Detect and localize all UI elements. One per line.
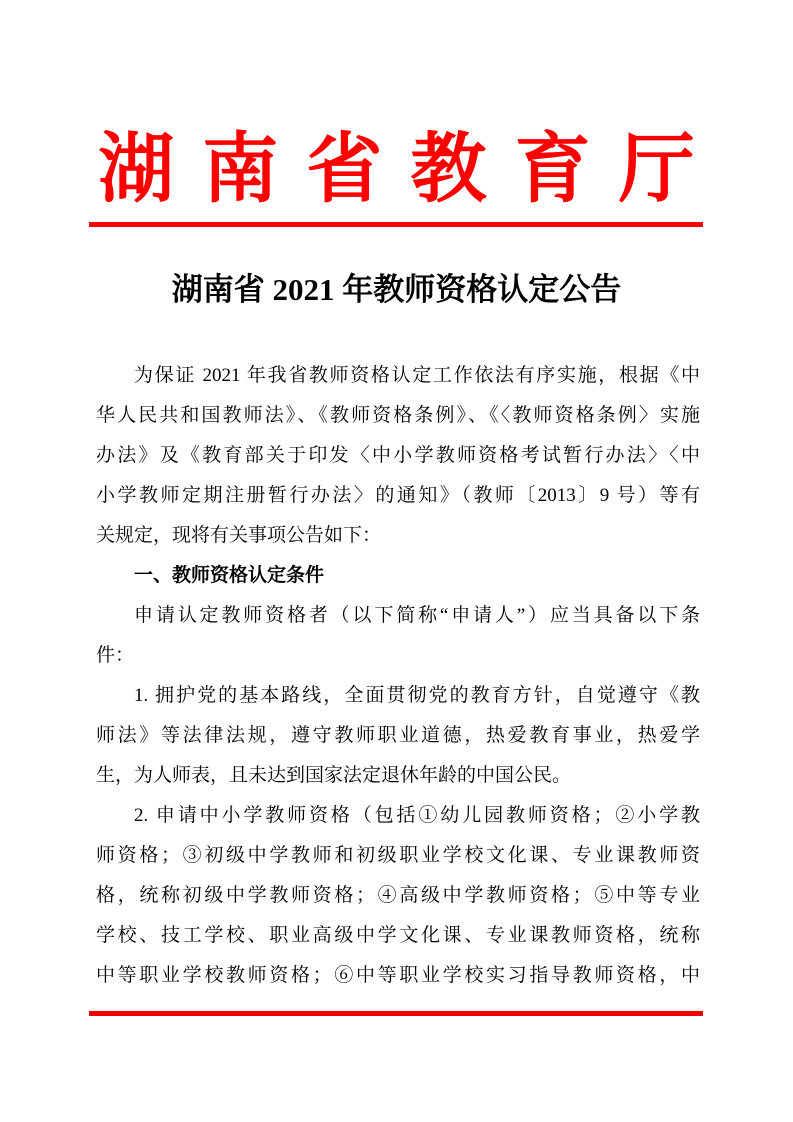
para1-line1: 为保证 2021 年我省教师资格认定工作依法有序实施，根据《中 xyxy=(134,365,700,386)
para4-line4: 学校、技工学校、职业高级中学文化课、专业课教师资格，统称 xyxy=(96,925,700,946)
para4-line2: 师资格；③初级中学教师和初级职业学校文化课、专业课教师资 xyxy=(96,845,700,866)
para3-line3: 生，为人师表，且未达到国家法定退休年龄的中国公民。 xyxy=(96,765,572,786)
letterhead-divider-rule xyxy=(89,222,703,227)
para1-line4: 小学教师定期注册暂行办法〉的通知》（教师〔2013〕9 号）等有 xyxy=(96,485,700,506)
paragraph-3 xyxy=(96,676,700,796)
para4-line3: 格，统称初级中学教师资格；④高级中学教师资格；⑤中等专业 xyxy=(96,885,700,906)
para1-line2: 华人民共和国教师法》、《教师资格条例》、《〈教师资格条例〉实施 xyxy=(96,405,700,426)
para3-line1: 1. 拥护党的基本路线，全面贯彻党的教育方针，自觉遵守《教 xyxy=(134,685,700,706)
letterhead-org-name: 湖南省教育厅 xyxy=(98,128,723,212)
document-title: 湖南省 2021 年教师资格认定公告 xyxy=(171,272,622,307)
para2-line1: 申请认定教师资格者（以下简称“申请人”）应当具备以下条 xyxy=(134,605,700,626)
paragraph-2 xyxy=(96,596,700,676)
para4-line1: 2. 申请中小学教师资格（包括①幼儿园教师资格；②小学教 xyxy=(134,805,700,826)
para3-line2: 师法》等法律法规，遵守教师职业道德，热爱教育事业，热爱学 xyxy=(96,725,700,746)
para1-line3: 办法》及《教育部关于印发〈中小学教师资格考试暂行办法〉〈中 xyxy=(96,445,700,466)
document-body xyxy=(96,356,700,996)
paragraph-4 xyxy=(96,796,700,996)
para2-line2: 件： xyxy=(96,645,135,666)
para4-line5: 中等职业学校教师资格；⑥中等职业学校实习指导教师资格，中 xyxy=(96,965,700,986)
para1-line5: 关规定，现将有关事项公告如下： xyxy=(96,525,382,546)
section1-heading: 一、教师资格认定条件 xyxy=(134,565,325,586)
paragraph-1 xyxy=(96,356,700,556)
footer-rule xyxy=(89,1011,703,1016)
